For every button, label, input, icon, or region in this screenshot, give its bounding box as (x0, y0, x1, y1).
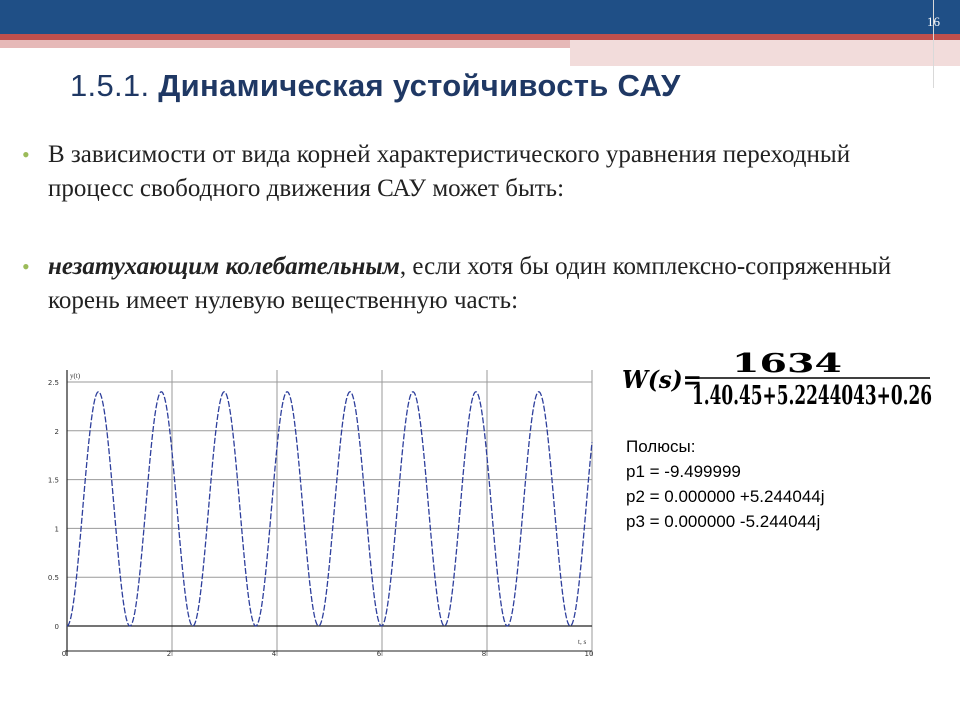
transfer-function-formula (612, 352, 942, 412)
y-tick-label: 1.5 (47, 476, 59, 485)
bullet-1 (22, 138, 902, 208)
y-tick-label: 2.5 (47, 379, 59, 387)
title-number: 1.5.1. (70, 68, 150, 103)
formula-denominator: 1.40.45+5.2244043+0.26 (692, 381, 932, 411)
y-axis-label: y(t) (70, 372, 81, 380)
poles-block (626, 434, 825, 534)
bullet-1-text: В зависимости от вида корней характеристического уравнения переходный процесс свободного движения САУ может быть: (48, 141, 851, 202)
bullet-dot-icon: • (22, 142, 30, 167)
x-tick-label: 6 (376, 650, 382, 658)
chart-grid (67, 370, 592, 656)
x-tick-label: 8 (481, 650, 487, 658)
y-tick-label: 0 (54, 623, 59, 631)
pole-3: p3 = 0.000000 -5.244044j (626, 512, 821, 531)
header-stripe-pink (0, 40, 570, 48)
bullet-2 (22, 250, 902, 355)
formula-numerator: 1634 (732, 352, 842, 379)
bullet-2-rest: , если хотя бы один комплексно-сопряженный корень имеет нулевую вещественную часть: (48, 253, 892, 314)
y-tick-label: 1 (54, 525, 59, 534)
x-axis-label: t, s (578, 638, 587, 646)
oscillation-chart (30, 364, 600, 660)
bullet-dot-icon: • (22, 254, 30, 279)
header-stripe-pink-right (570, 40, 960, 66)
pole-2: p2 = 0.000000 +5.244044j (626, 487, 825, 506)
bullet-2-emphasis: незатухающим колебательным (48, 253, 400, 280)
y-tick-label: 2 (54, 427, 59, 436)
y-tick-label: 0.5 (47, 574, 59, 583)
page-number: 16 (927, 14, 940, 29)
formula-lhs: W(s)= (622, 365, 702, 394)
response-curve (67, 392, 592, 626)
x-tick-label: 4 (271, 650, 277, 658)
slide-title (70, 68, 681, 104)
x-tick-label: 10 (584, 650, 594, 658)
bullet-2-text (48, 250, 908, 318)
x-tick-label: 2 (166, 650, 172, 658)
title-text: Динамическая устойчивость САУ (158, 68, 681, 103)
x-tick-label: 0 (61, 650, 67, 658)
poles-heading: Полюсы: (626, 437, 696, 456)
chart-axes (65, 370, 592, 656)
header-bar (0, 0, 960, 34)
pole-1: p1 = -9.499999 (626, 462, 741, 481)
